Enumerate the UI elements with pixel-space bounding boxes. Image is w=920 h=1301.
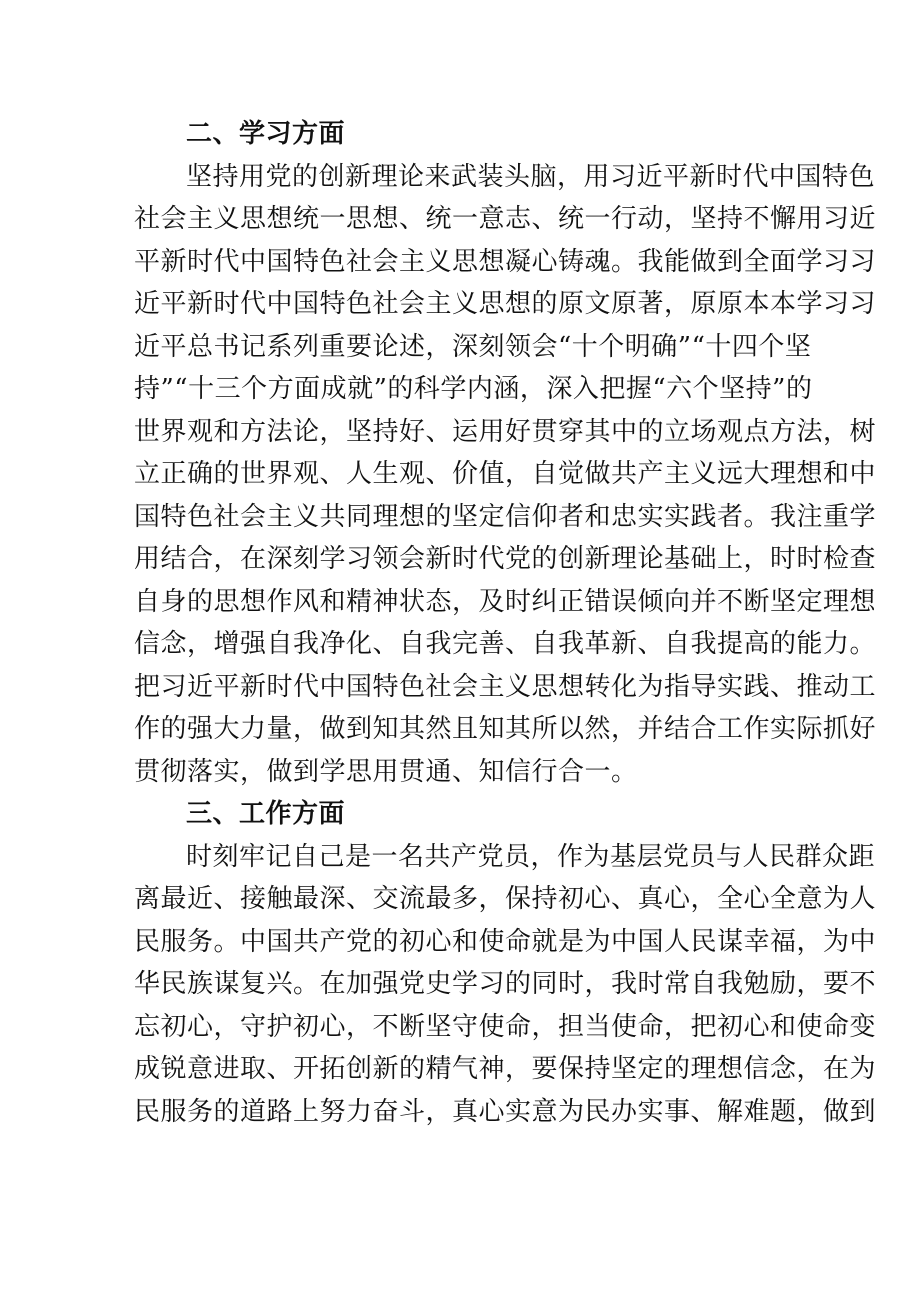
text-line: 时刻牢记自己是一名共产党员，作为基层党员与人民群众距 — [186, 841, 876, 872]
text-line: 忘初心，守护初心，不断坚守使命，担当使命，把初心和使命变 — [134, 1011, 877, 1042]
text-line: 持”“十三个方面成就”的科学内涵，深入把握“六个坚持”的 — [134, 374, 813, 404]
paragraph-work — [134, 836, 877, 1134]
text-line: 信念，增强自我净化、自我完善、自我革新、自我提高的能力。 — [134, 629, 877, 659]
text-line: 社会主义思想统一思想、统一意志、统一行动，坚持不懈用习近 — [134, 204, 877, 234]
text-line: 民服务。中国共产党的初心和使命就是为中国人民谋幸福，为中 — [134, 926, 877, 957]
text-line: 成锐意进取、开拓创新的精气神，要保持坚定的理想信念，在为 — [134, 1054, 877, 1084]
text-line: 近平总书记系列重要论述，深刻领会“十个明确”“十四个坚 — [134, 331, 812, 362]
section-heading-work: 三、工作方面 — [186, 799, 346, 829]
text-line: 民服务的道路上努力奋斗，真心实意为民办实事、解难题，做到 — [134, 1096, 877, 1127]
text-line: 平新时代中国特色社会主义思想凝心铸魂。我能做到全面学习习 — [134, 246, 877, 277]
text-line: 作的强大力量，做到知其然且知其所以然，并结合工作实际抓好 — [134, 714, 877, 744]
section-heading-study: 二、学习方面 — [186, 119, 346, 149]
text-line: 世界观和方法论，坚持好、运用好贯穿其中的立场观点方法，树 — [134, 416, 877, 447]
paragraph-study — [134, 156, 877, 794]
text-line: 国特色社会主义共同理想的坚定信仰者和忠实实践者。我注重学 — [134, 501, 877, 532]
text-line: 离最近、接触最深、交流最多，保持初心、真心，全心全意为人 — [134, 884, 877, 914]
text-line: 贯彻落实，做到学思用贯通、知信行合一。 — [134, 756, 638, 787]
text-line: 近平新时代中国特色社会主义思想的原文原著，原原本本学习习 — [134, 289, 877, 319]
text-line: 把习近平新时代中国特色社会主义思想转化为指导实践、推动工 — [134, 671, 877, 702]
text-line: 坚持用党的创新理论来武装头脑，用习近平新时代中国特色 — [186, 161, 876, 192]
text-line: 用结合，在深刻学习领会新时代党的创新理论基础上，时时检查 — [134, 544, 877, 574]
document-body — [134, 113, 877, 1133]
text-line: 华民族谋复兴。在加强党史学习的同时，我时常自我勉励，要不 — [134, 969, 877, 999]
text-line: 自身的思想作风和精神状态，及时纠正错误倾向并不断坚定理想 — [134, 586, 877, 617]
text-line: 立正确的世界观、人生观、价值，自觉做共产主义远大理想和中 — [134, 459, 877, 489]
